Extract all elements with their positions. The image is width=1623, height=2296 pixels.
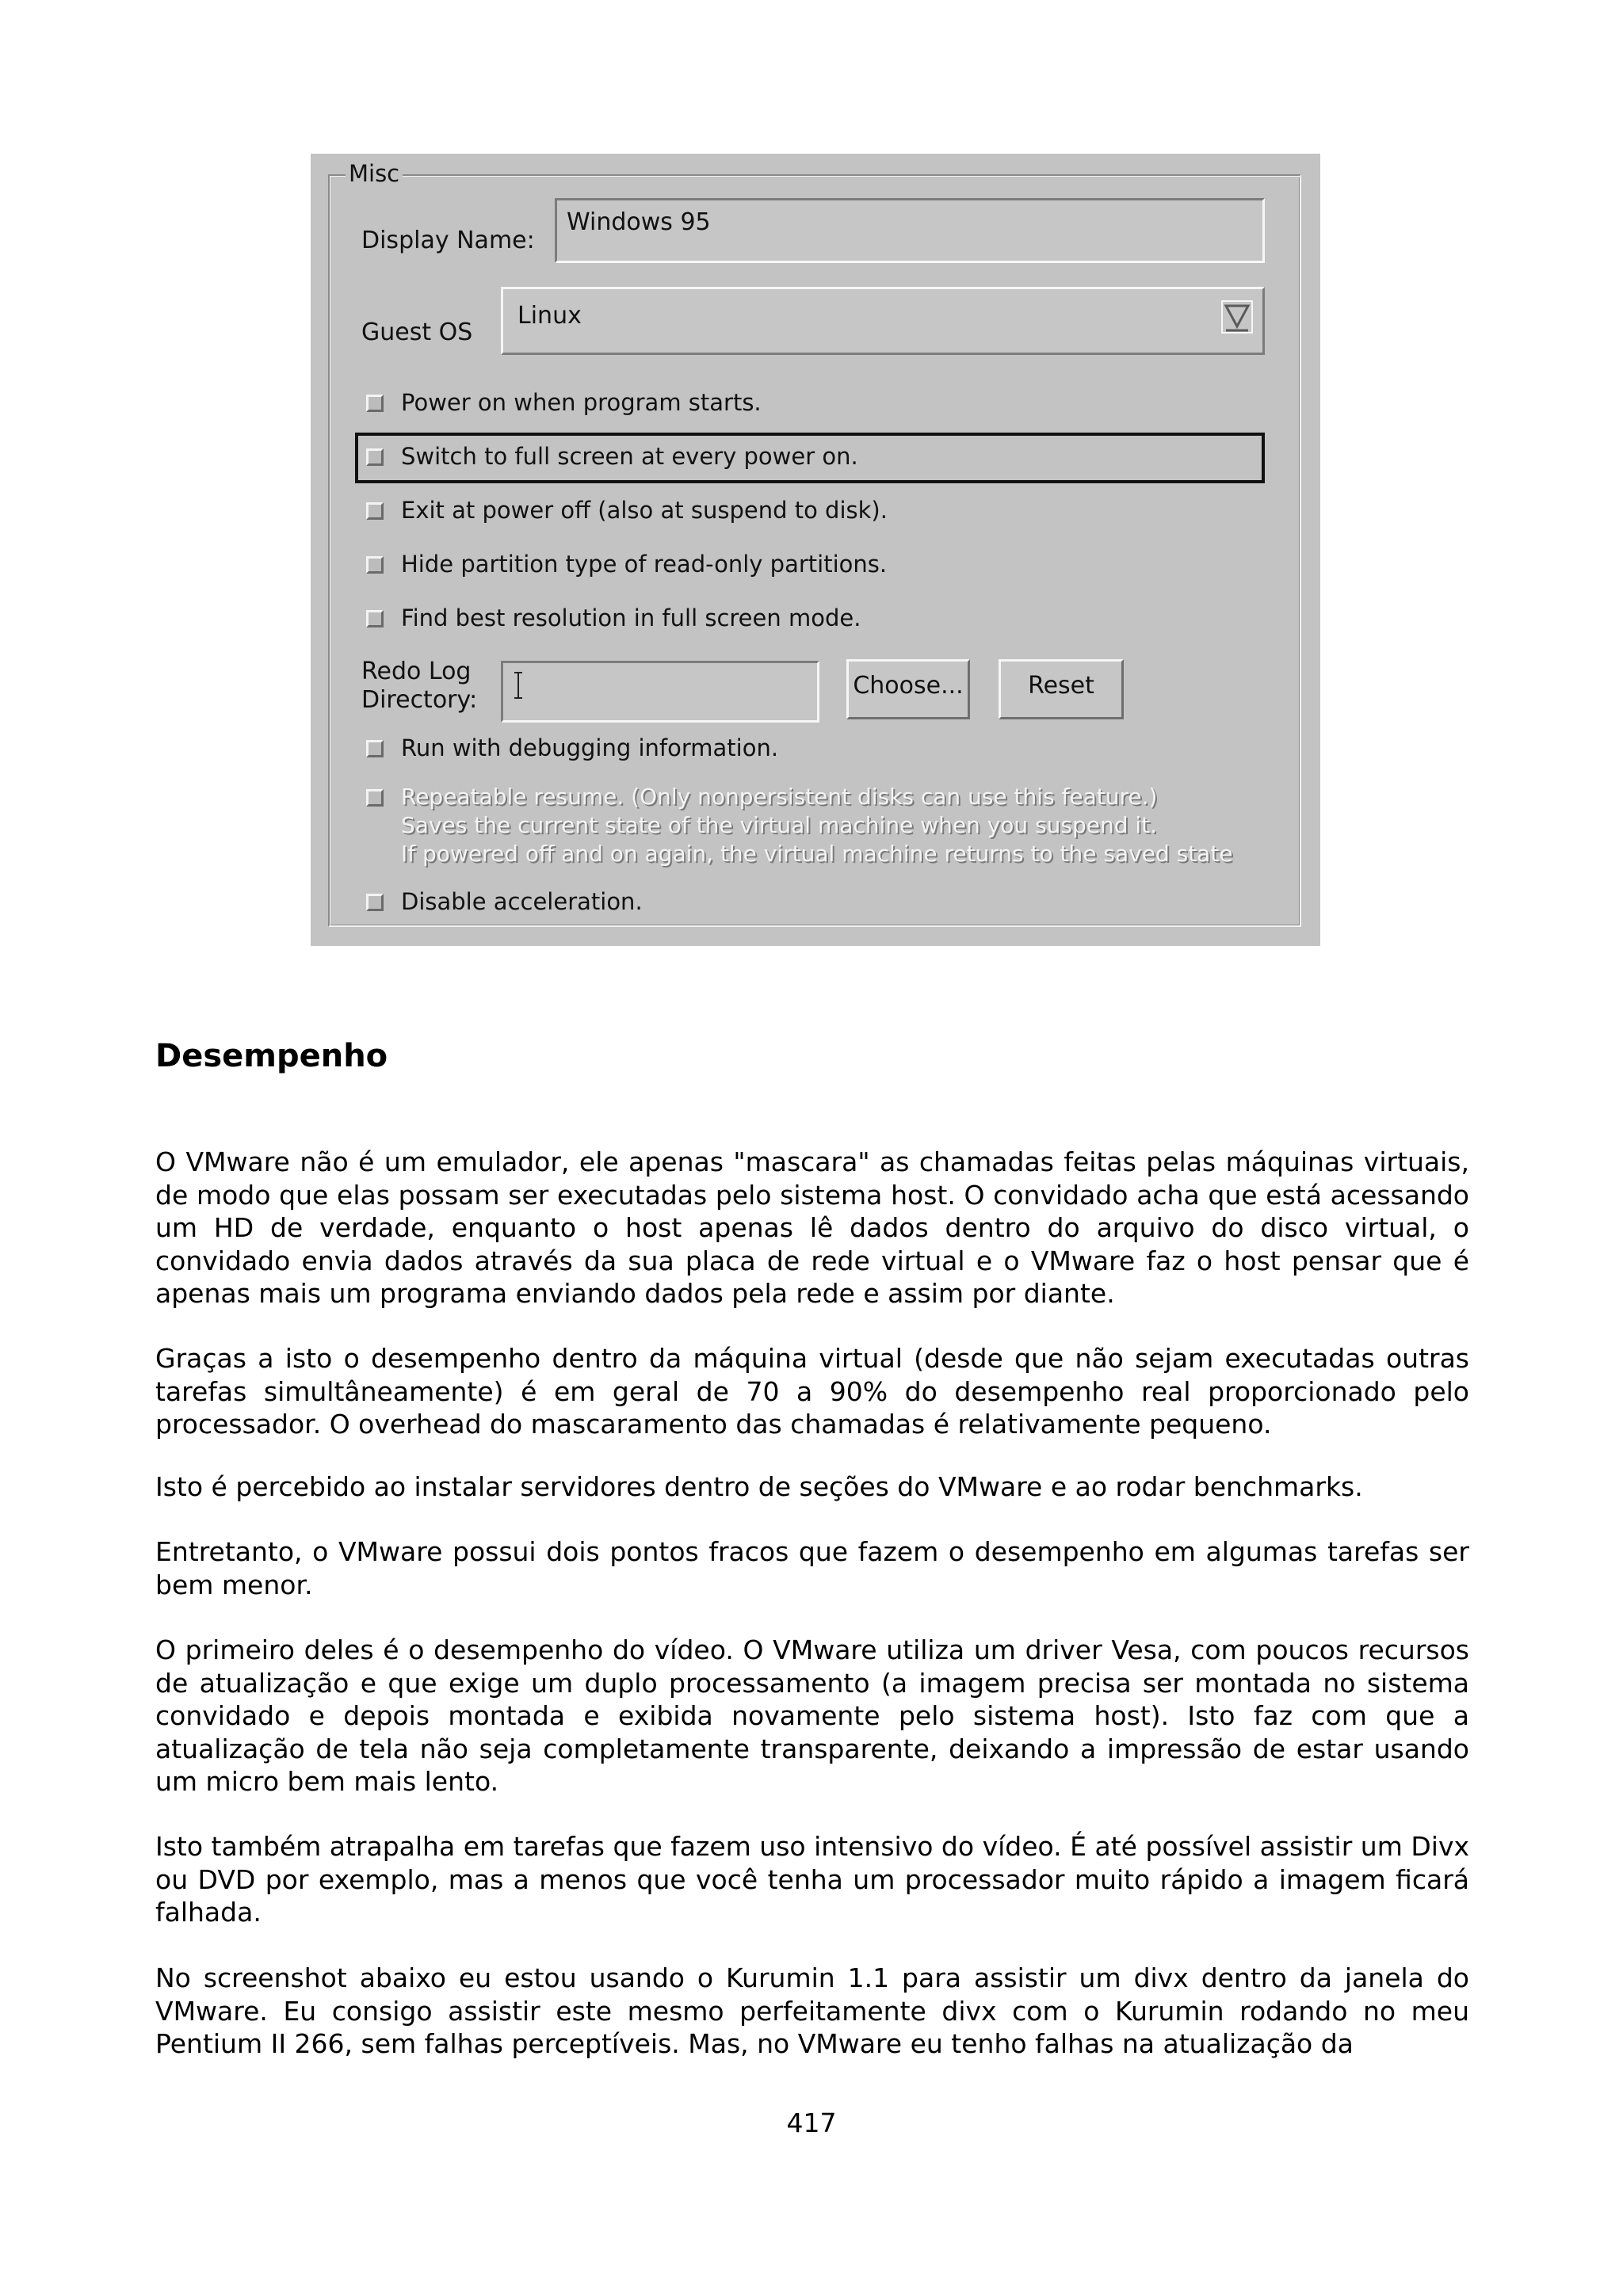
guest-os-value: Linux [517, 302, 582, 330]
best-resolution-checkbox[interactable] [366, 610, 384, 627]
paragraph-6: Isto também atrapalha em tarefas que fazem uso intensivo do vídeo. É até possível assistir um Divx ou DVD por exemplo, mas a menos que você tenha um processador muito rápido a imagem ficará falhada. [155, 1831, 1469, 1928]
repeatable-resume-line1: Repeatable resume. (Only nonpersistent disks can use this feature.) [401, 784, 1158, 810]
debug-checkbox[interactable] [366, 740, 384, 757]
misc-group-title: Misc [346, 160, 403, 187]
best-resolution-label: Find best resolution in full screen mode. [401, 605, 861, 631]
redo-log-label-line2: Directory: [361, 686, 478, 714]
disable-acceleration-label: Disable acceleration. [401, 888, 643, 915]
paragraph-7: No screenshot abaixo eu estou usando o Kurumin 1.1 para assistir um divx dentro da janela do VMware. Eu consigo assistir este mesmo perfeitamente divx com o Kurumin rodando no meu Pentium II 266, sem falhas perceptíveis. Mas, no VMware eu tenho falhas na atualização da [155, 1962, 1469, 2059]
guest-os-label: Guest OS [361, 318, 473, 346]
repeatable-resume-line3: If powered off and on again, the virtual machine returns to the saved state [401, 841, 1233, 867]
page-number: 417 [786, 2107, 837, 2138]
display-name-label: Display Name: [361, 227, 535, 254]
paragraph-3: Isto é percebido ao instalar servidores dentro de seções do VMware e ao rodar benchmarks. [155, 1471, 1363, 1502]
display-name-value: Windows 95 [567, 208, 711, 236]
chevron-down-icon[interactable] [1221, 300, 1253, 334]
paragraph-2: Graças a isto o desempenho dentro da máquina virtual (desde que não sejam executadas outras tarefas simultâneamente) é em geral de 70 a 90% do desempenho real proporcionado pelo processador. O overhead do mascaramento das chamadas é relativamente pequeno. [155, 1343, 1469, 1440]
reset-button[interactable]: Reset [999, 659, 1124, 719]
redo-log-directory-input[interactable] [501, 661, 819, 723]
exit-power-off-label: Exit at power off (also at suspend to disk). [401, 497, 888, 524]
paragraph-1: O VMware não é um emulador, ele apenas "mascara" as chamadas feitas pelas máquinas virtuais, de modo que elas possam ser executadas pelo sistema host. O convidado acha que está acessando um HD de verdade, enquanto o host apenas lê dados dentro do arquivo do disco virtual, o convidado envia dados através da sua placa de rede virtual e o VMware faz o host pensar que é apenas mais um programa enviando dados pela rede e assim por diante. [155, 1146, 1469, 1309]
section-heading: Desempenho [155, 1038, 388, 1074]
full-screen-checkbox[interactable] [366, 448, 384, 466]
hide-partition-label: Hide partition type of read-only partitions. [401, 551, 888, 578]
repeatable-resume-checkbox [366, 789, 384, 807]
text-cursor-icon [513, 669, 524, 701]
exit-power-off-checkbox[interactable] [366, 502, 384, 520]
choose-button[interactable]: Choose... [846, 659, 970, 719]
power-on-label: Power on when program starts. [401, 389, 762, 416]
vmware-misc-screenshot [311, 154, 1320, 946]
redo-log-label-line1: Redo Log [361, 658, 472, 685]
disable-acceleration-checkbox[interactable] [366, 894, 384, 911]
debug-label: Run with debugging information. [401, 734, 779, 761]
display-name-input[interactable] [555, 198, 1265, 263]
paragraph-4: Entretanto, o VMware possui dois pontos fracos que fazem o desempenho em algumas tarefas ser bem menor. [155, 1536, 1469, 1600]
power-on-checkbox[interactable] [366, 395, 384, 412]
repeatable-resume-line2: Saves the current state of the virtual machine when you suspend it. [401, 812, 1158, 838]
hide-partition-checkbox[interactable] [366, 556, 384, 574]
full-screen-label: Switch to full screen at every power on. [401, 443, 858, 470]
guest-os-select[interactable] [501, 287, 1265, 355]
paragraph-5: O primeiro deles é o desempenho do vídeo. O VMware utiliza um driver Vesa, com poucos recursos de atualização e que exige um duplo processamento (a imagem precisa ser montada no sistema convidado e depois montada e exibida novamente pelo sistema host). Isto faz com que a atualização de tela não seja completamente transparente, deixando a impressão de estar usando um micro bem mais lento. [155, 1634, 1469, 1797]
